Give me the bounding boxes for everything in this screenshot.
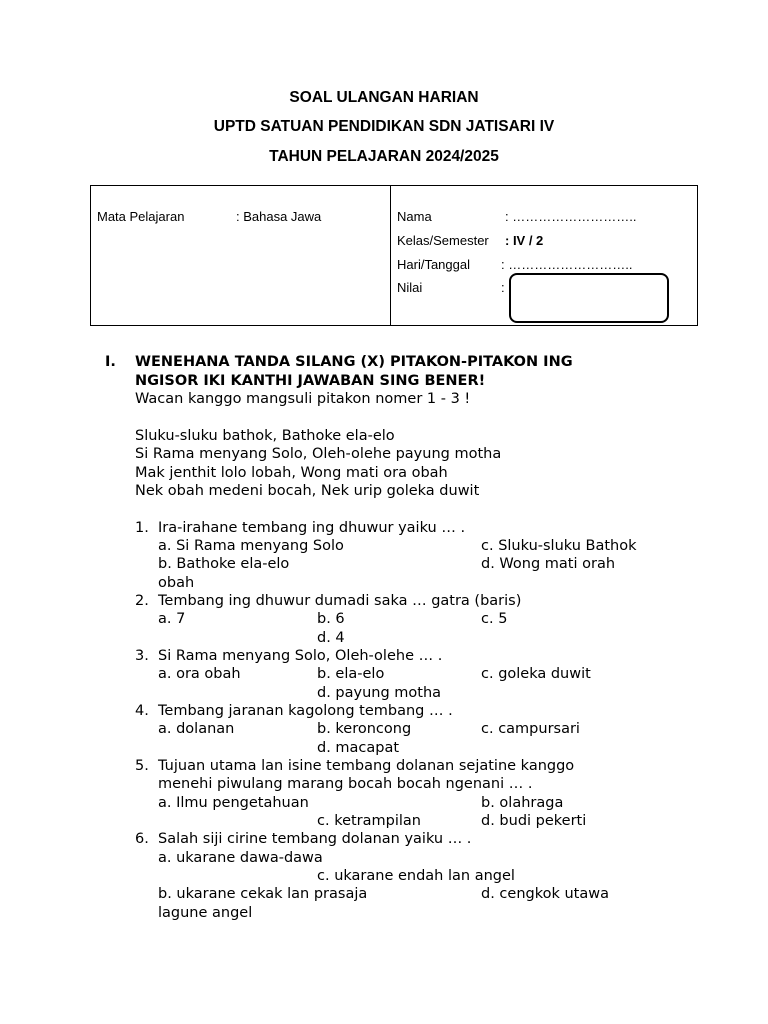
exam-title: SOAL ULANGAN HARIAN bbox=[289, 89, 479, 106]
question-text-continued: menehi piwulang marang bocah bocah ngenani … . bbox=[158, 776, 533, 792]
question-text: Tembang jaranan kagolong tembang … . bbox=[158, 703, 453, 719]
poem-line: Nek obah medeni bocah, Nek urip goleka duwit bbox=[135, 483, 480, 499]
name-label: Nama bbox=[397, 209, 432, 224]
score-colon: : bbox=[501, 280, 505, 295]
option-d: d. payung motha bbox=[317, 685, 442, 701]
option-a: a. 7 bbox=[158, 611, 186, 627]
identity-box bbox=[90, 185, 698, 326]
option-d-continued: lagune angel bbox=[158, 905, 253, 921]
option-b: b. ela-elo bbox=[317, 666, 385, 682]
date-field[interactable]: : ……………………….. bbox=[501, 257, 633, 272]
question-number: 3. bbox=[135, 648, 149, 664]
option-b: b. olahraga bbox=[481, 795, 564, 811]
option-a: a. Ilmu pengetahuan bbox=[158, 795, 309, 811]
section-number: I. bbox=[105, 354, 116, 370]
date-label: Hari/Tanggal bbox=[397, 257, 470, 272]
question-text: Tembang ing dhuwur dumadi saka … gatra (baris) bbox=[158, 593, 522, 609]
option-d: d. budi pekerti bbox=[481, 813, 587, 829]
option-d-continued: obah bbox=[158, 575, 195, 591]
option-d: d. macapat bbox=[317, 740, 400, 756]
option-b: b. ukarane cekak lan prasaja bbox=[158, 886, 368, 902]
section-title-line1: WENEHANA TANDA SILANG (X) PITAKON-PITAKON ING bbox=[135, 354, 573, 370]
option-c: c. 5 bbox=[481, 611, 508, 627]
class-value: : IV / 2 bbox=[505, 233, 544, 248]
option-a: a. dolanan bbox=[158, 721, 235, 737]
option-a: a. Si Rama menyang Solo bbox=[158, 538, 344, 554]
question-text: Si Rama menyang Solo, Oleh-olehe … . bbox=[158, 648, 443, 664]
option-b: b. keroncong bbox=[317, 721, 412, 737]
subject-value: : Bahasa Jawa bbox=[236, 209, 322, 224]
section-title-line2: NGISOR IKI KANTHI JAWABAN SING BENER! bbox=[135, 373, 486, 389]
poem-line: Sluku-sluku bathok, Bathoke ela-elo bbox=[135, 428, 395, 444]
academic-year: TAHUN PELAJARAN 2024/2025 bbox=[269, 148, 499, 165]
option-c: c. ketrampilan bbox=[317, 813, 421, 829]
option-d: d. cengkok utawa bbox=[481, 886, 609, 902]
option-d: d. Wong mati orah bbox=[481, 556, 616, 572]
poem-line: Si Rama menyang Solo, Oleh-olehe payung motha bbox=[135, 446, 502, 462]
option-a: a. ora obah bbox=[158, 666, 241, 682]
option-b: b. 6 bbox=[317, 611, 345, 627]
option-d: d. 4 bbox=[317, 630, 345, 646]
question-number: 1. bbox=[135, 520, 149, 536]
name-field[interactable]: : ……………………….. bbox=[505, 209, 637, 224]
option-a: a. ukarane dawa-dawa bbox=[158, 850, 323, 866]
score-label: Nilai bbox=[397, 280, 423, 295]
option-c: c. Sluku-sluku Bathok bbox=[481, 538, 637, 554]
option-c: c. ukarane endah lan angel bbox=[317, 868, 515, 884]
school-name: UPTD SATUAN PENDIDIKAN SDN JATISARI IV bbox=[213, 118, 555, 135]
option-b: b. Bathoke ela-elo bbox=[158, 556, 290, 572]
option-c: c. campursari bbox=[481, 721, 580, 737]
reading-instruction: Wacan kanggo mangsuli pitakon nomer 1 - 3 ! bbox=[135, 391, 471, 407]
score-box[interactable] bbox=[509, 273, 669, 323]
class-label: Kelas/Semester bbox=[397, 233, 489, 248]
question-number: 4. bbox=[135, 703, 149, 719]
question-text: Ira-irahane tembang ing dhuwur yaiku … . bbox=[158, 520, 466, 536]
question-number: 5. bbox=[135, 758, 149, 774]
poem-line: Mak jenthit lolo lobah, Wong mati ora obah bbox=[135, 465, 448, 481]
identity-box-divider bbox=[390, 186, 391, 325]
question-number: 2. bbox=[135, 593, 149, 609]
question-number: 6. bbox=[135, 831, 149, 847]
option-c: c. goleka duwit bbox=[481, 666, 591, 682]
question-text: Salah siji cirine tembang dolanan yaiku … . bbox=[158, 831, 472, 847]
subject-label: Mata Pelajaran bbox=[97, 209, 185, 224]
question-text: Tujuan utama lan isine tembang dolanan sejatine kanggo bbox=[158, 758, 575, 774]
